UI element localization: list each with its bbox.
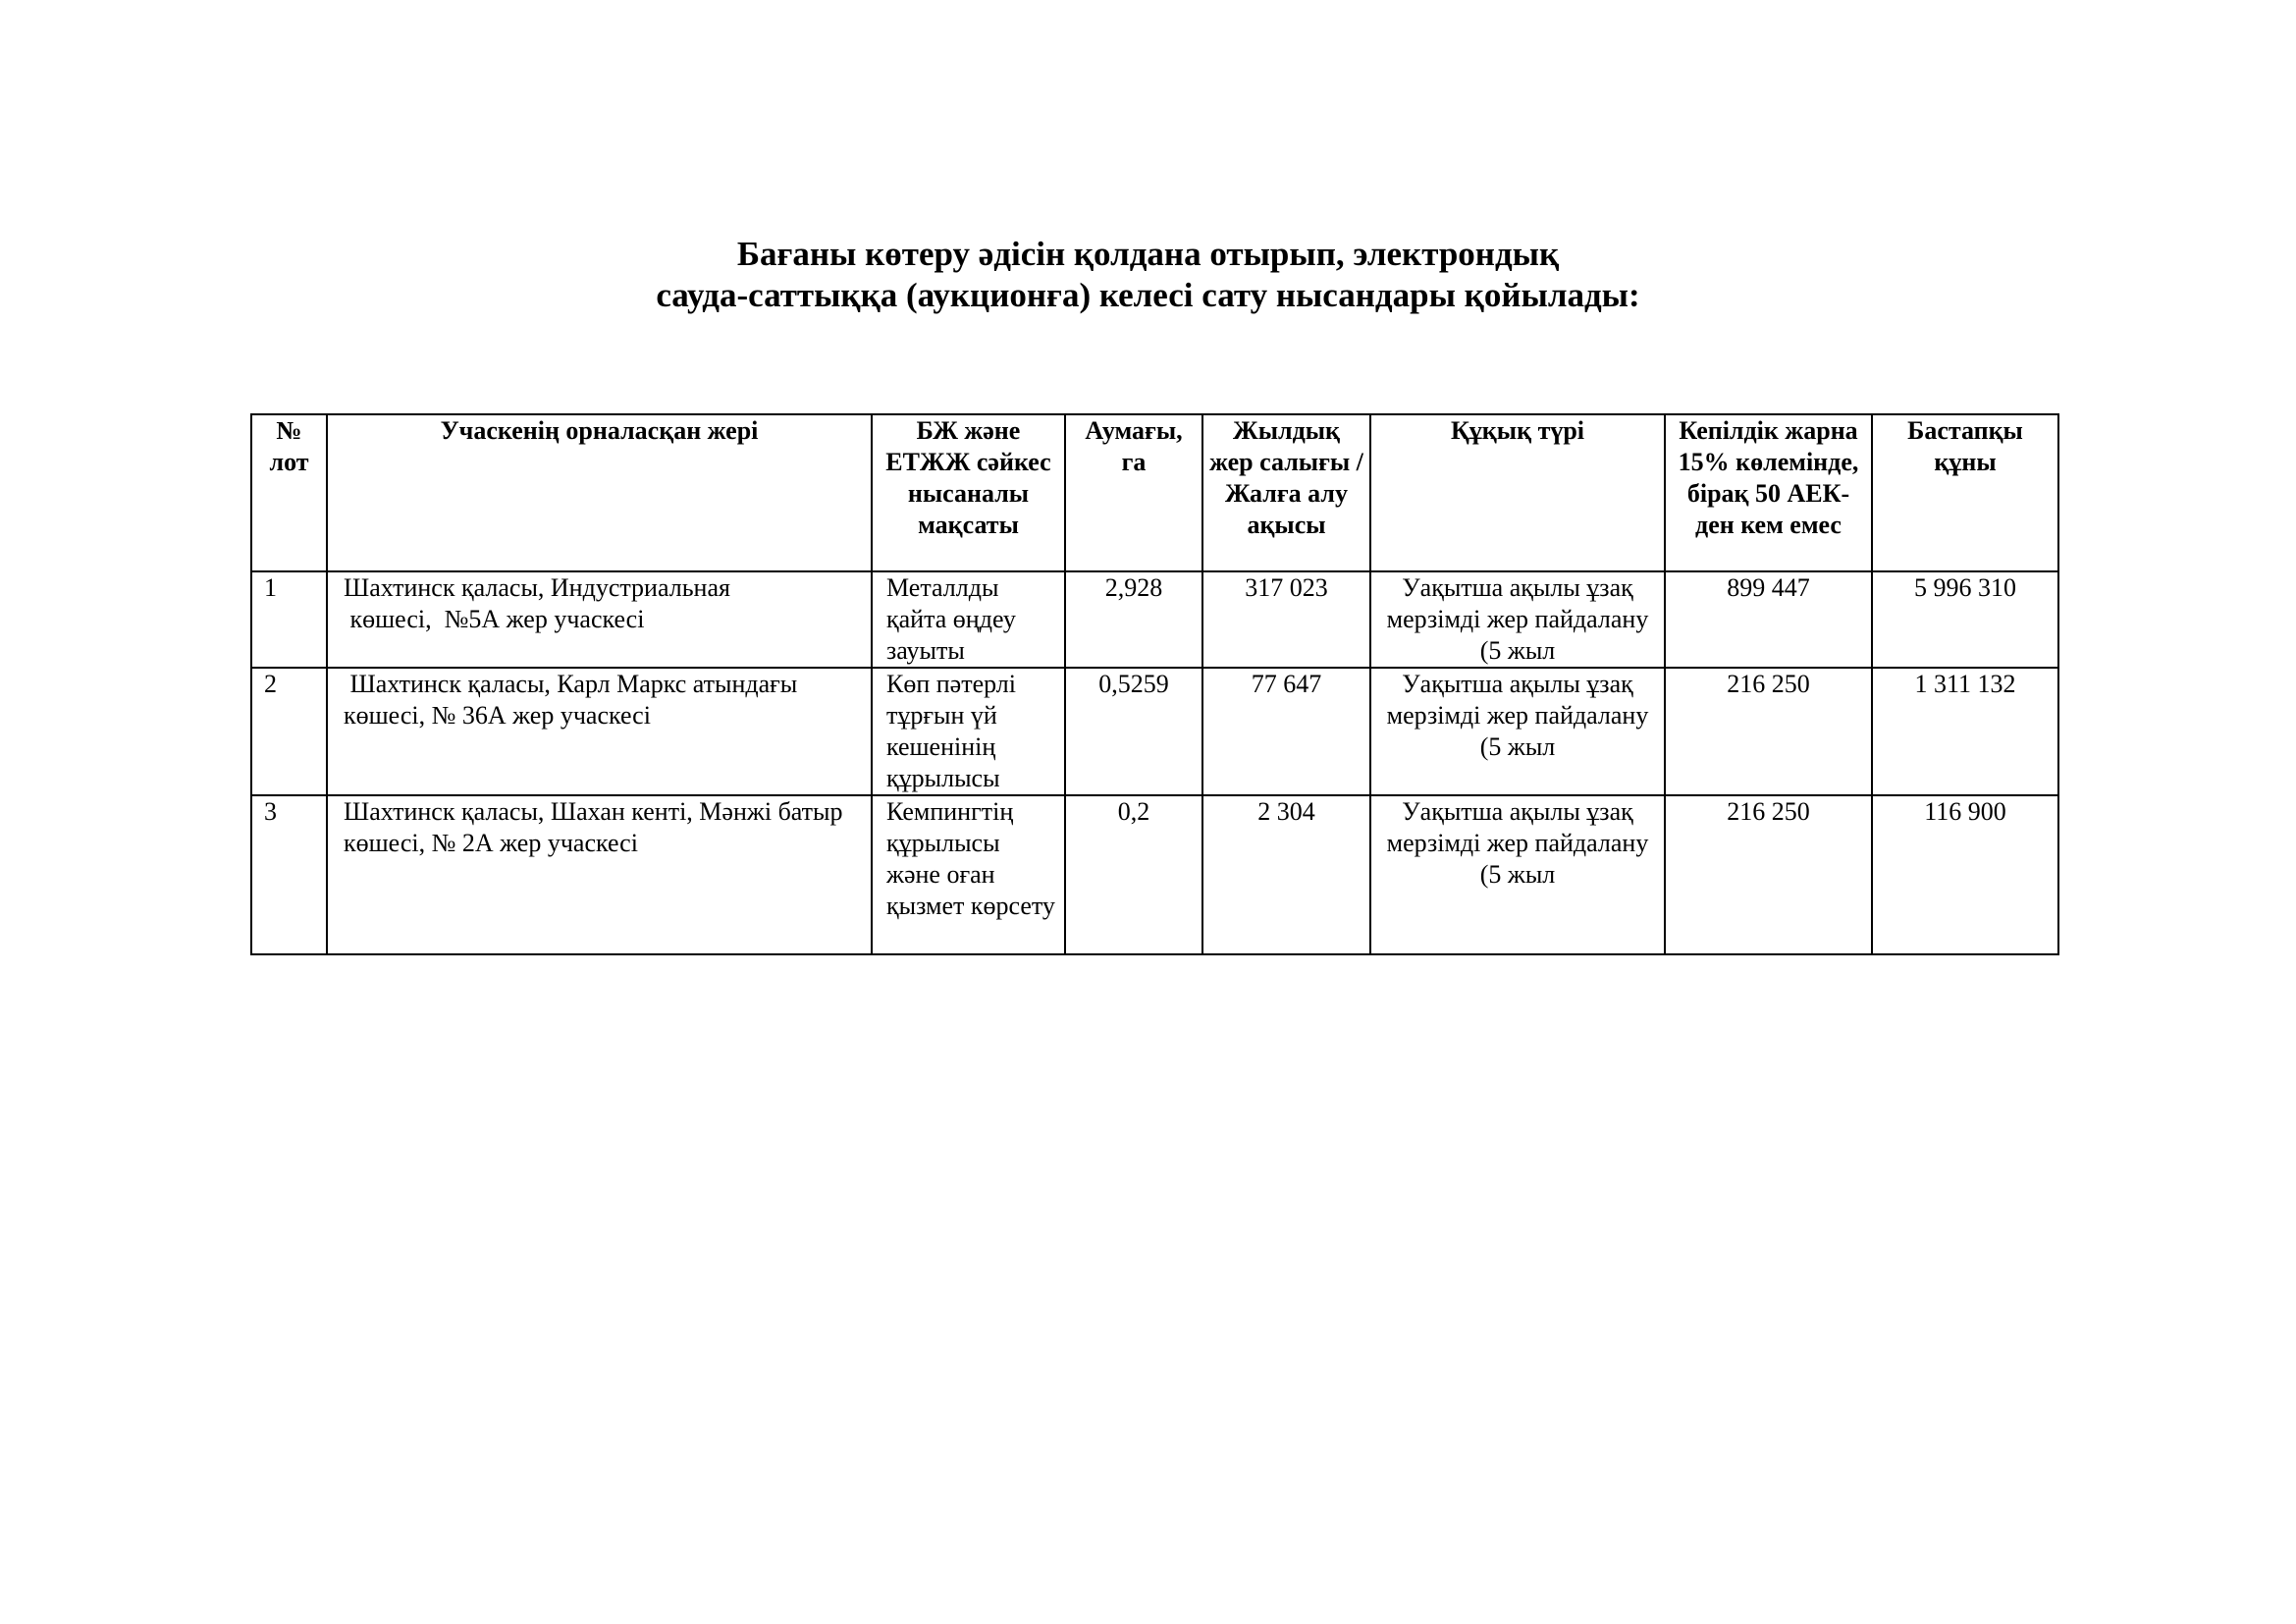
cell-location: Шахтинск қаласы, Индустриальная көшесі, №5А жер учаскесі	[327, 571, 872, 668]
header-start-price: Бастапқы құны	[1872, 414, 2058, 571]
cell-right-type: Уақытша ақылы ұзақ мерзімді жер пайдалану (5 жыл	[1370, 668, 1665, 795]
cell-deposit: 216 250	[1665, 668, 1872, 795]
header-deposit: Кепілдік жарна 15% көлемінде, бірақ 50 АЕК-ден кем емес	[1665, 414, 1872, 571]
cell-area: 0,5259	[1065, 668, 1202, 795]
header-purpose: БЖ және ЕТЖЖ сәйкес нысаналы мақсаты	[872, 414, 1065, 571]
table-row	[251, 571, 2058, 668]
cell-annual-tax: 2 304	[1202, 795, 1370, 954]
table-header-row	[251, 414, 2058, 571]
cell-purpose: Металлды қайта өңдеу зауыты	[872, 571, 1065, 668]
table-row	[251, 668, 2058, 795]
cell-start-price: 5 996 310	[1872, 571, 2058, 668]
page-title-line-1: Бағаны көтеру әдісін қолдана отырып, электрондық	[736, 235, 1560, 273]
cell-right-type: Уақытша ақылы ұзақ мерзімді жер пайдалану (5 жыл	[1370, 795, 1665, 954]
page-title	[0, 234, 2296, 316]
cell-location: Шахтинск қаласы, Шахан кенті, Мәнжі батыр көшесі, № 2А жер учаскесі	[327, 795, 872, 954]
cell-purpose: Көп пәтерлі тұрғын үй кешенінің құрылысы	[872, 668, 1065, 795]
cell-deposit: 216 250	[1665, 795, 1872, 954]
cell-area: 2,928	[1065, 571, 1202, 668]
header-area: Аумағы, га	[1065, 414, 1202, 571]
header-location: Учаскенің орналасқан жері	[327, 414, 872, 571]
cell-start-price: 116 900	[1872, 795, 2058, 954]
cell-location: Шахтинск қаласы, Карл Маркс атындағы көшесі, № 36А жер учаскесі	[327, 668, 872, 795]
table-row	[251, 795, 2058, 954]
cell-lot: 1	[251, 571, 327, 668]
cell-lot: 3	[251, 795, 327, 954]
cell-purpose: Кемпингтің құрылысы және оған қызмет көрсету	[872, 795, 1065, 954]
cell-lot: 2	[251, 668, 327, 795]
cell-annual-tax: 77 647	[1202, 668, 1370, 795]
header-annual-tax: Жылдық жер салығы / Жалға алу ақысы	[1202, 414, 1370, 571]
cell-right-type: Уақытша ақылы ұзақ мерзімді жер пайдалану (5 жыл	[1370, 571, 1665, 668]
lots-table	[250, 413, 2059, 955]
cell-start-price: 1 311 132	[1872, 668, 2058, 795]
cell-deposit: 899 447	[1665, 571, 1872, 668]
page-title-line-2: сауда-саттыққа (аукционға) келесі сату нысандары қойылады:	[656, 276, 1640, 314]
header-right-type: Құқық түрі	[1370, 414, 1665, 571]
cell-area: 0,2	[1065, 795, 1202, 954]
header-lot: № лот	[251, 414, 327, 571]
cell-annual-tax: 317 023	[1202, 571, 1370, 668]
